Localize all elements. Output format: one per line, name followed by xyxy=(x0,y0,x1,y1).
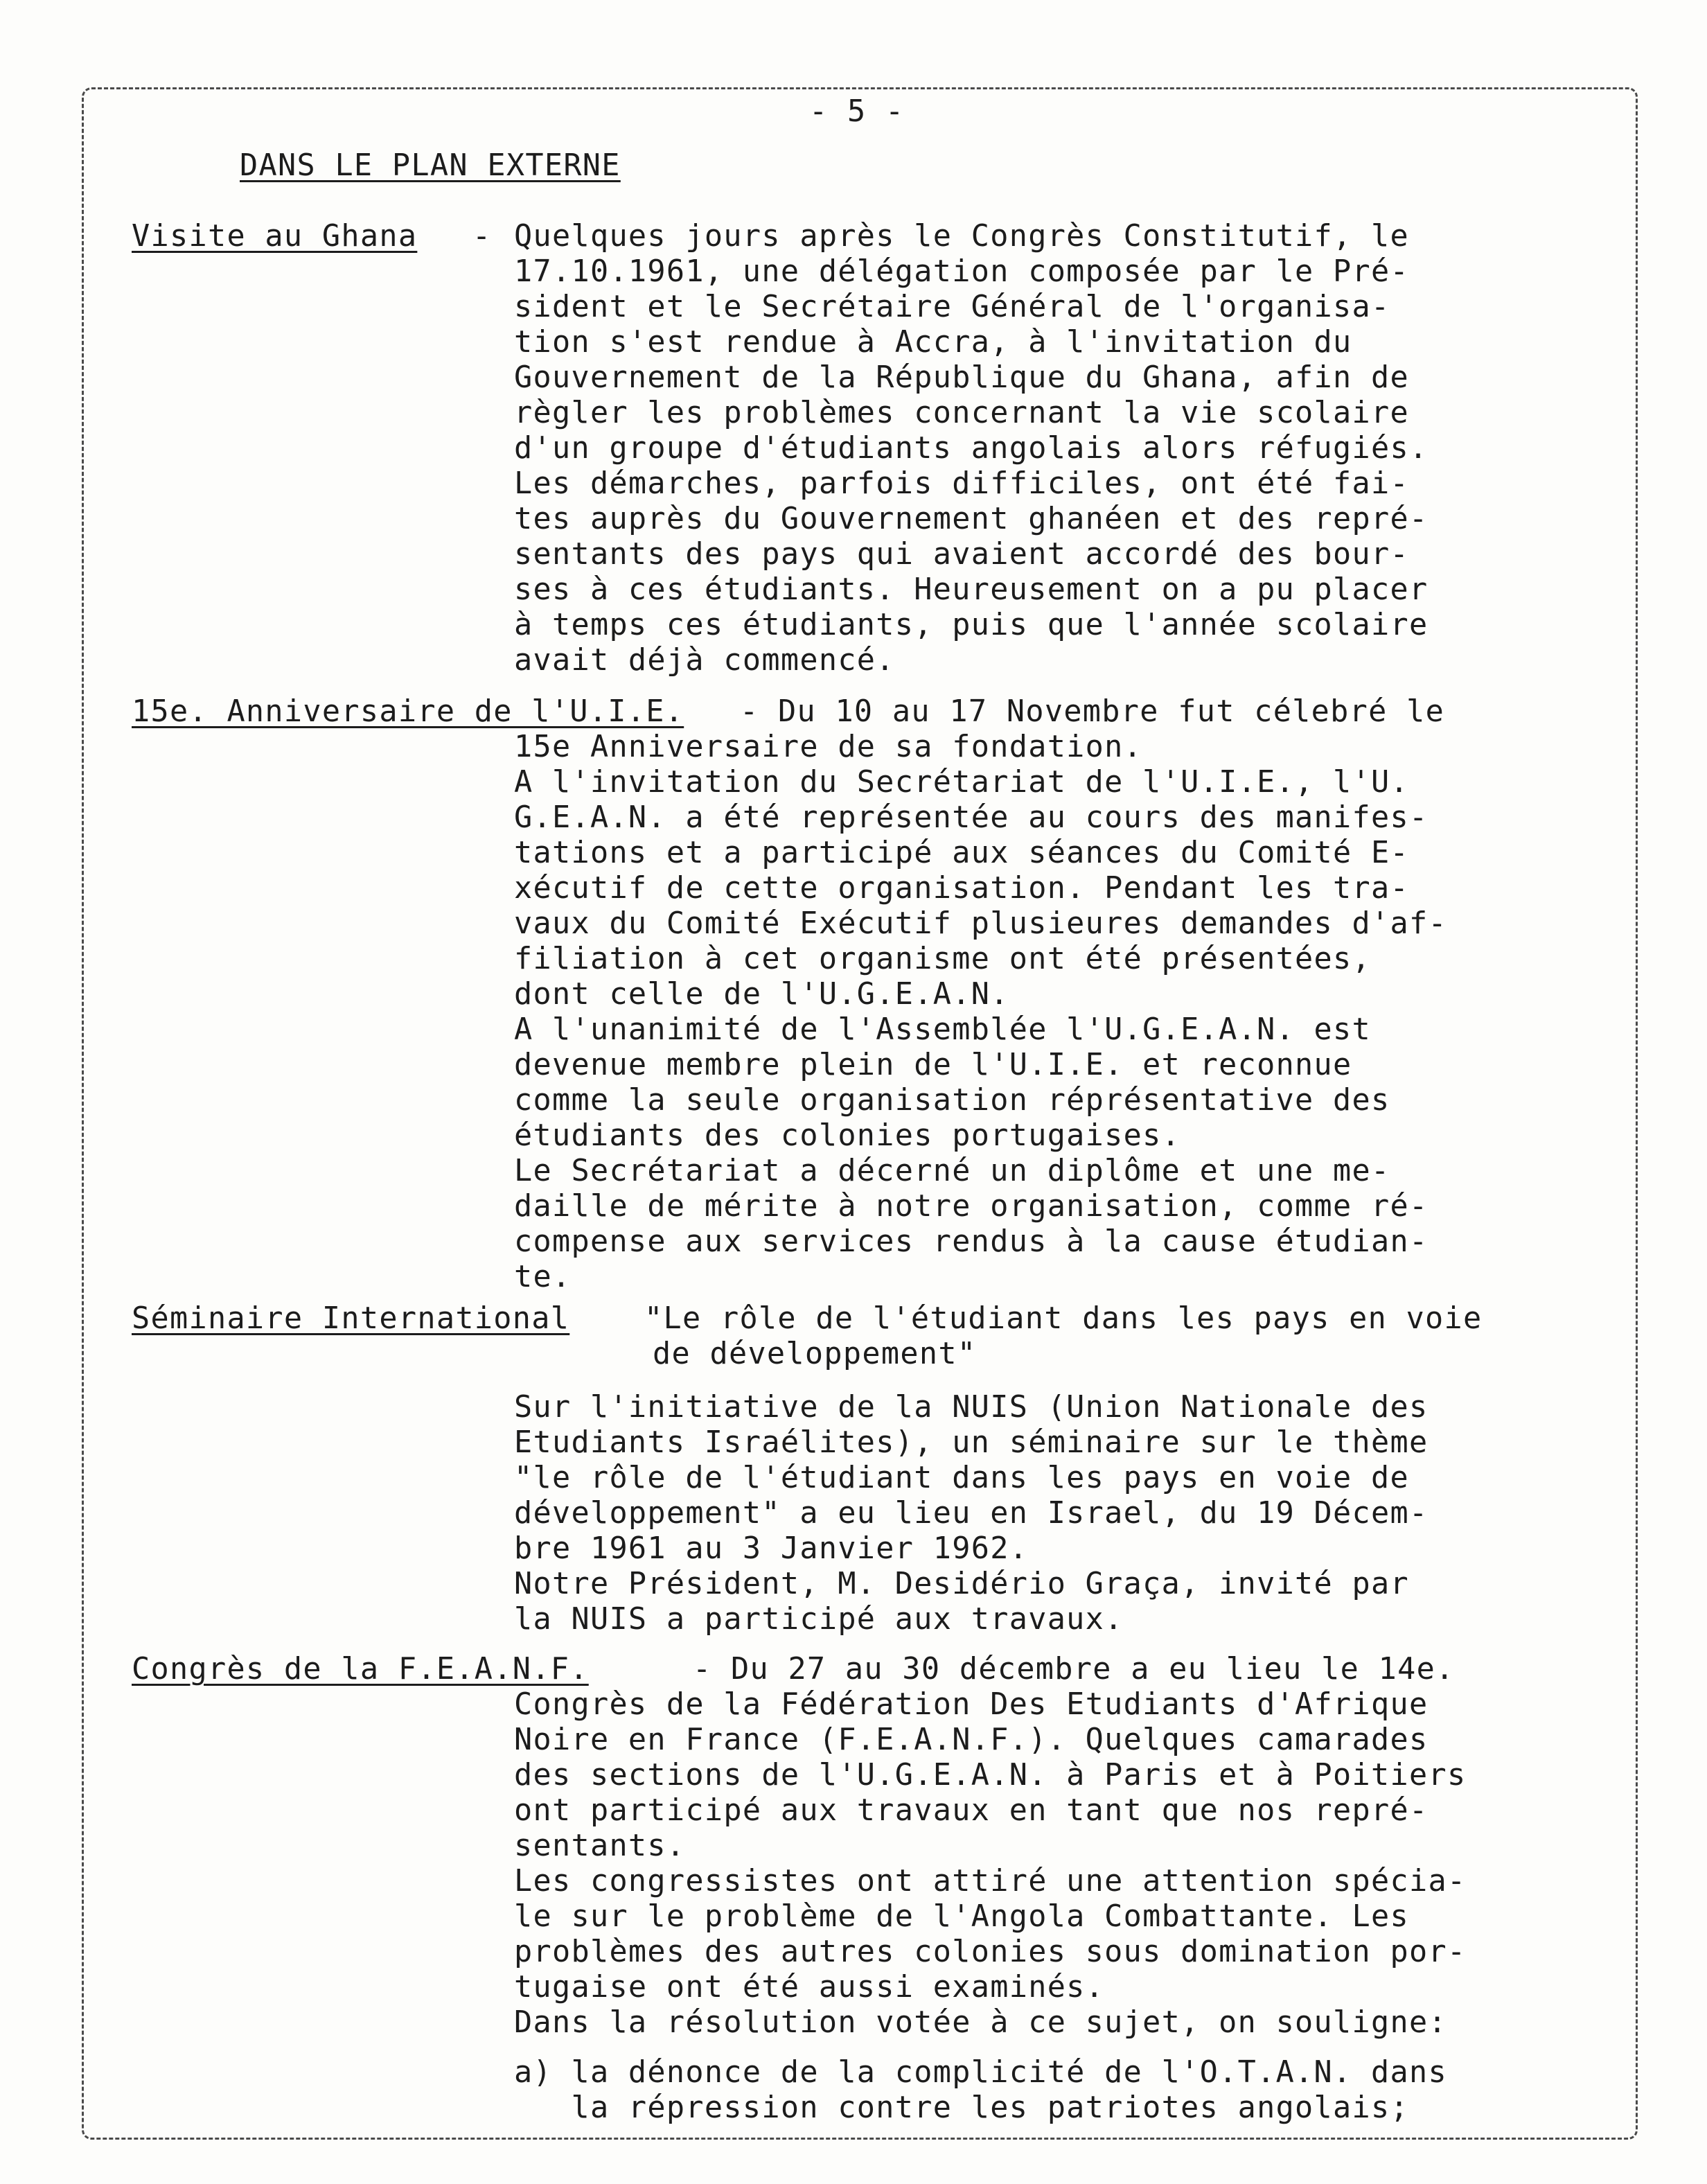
text-line: Dans la résolution votée à ce sujet, on souligne: xyxy=(514,2005,1447,2040)
feanf-lead-text: - Du 27 au 30 décembre a eu lieu le 14e. xyxy=(693,1652,1455,1687)
text-line: bre 1961 au 3 Janvier 1962. xyxy=(514,1531,1029,1566)
text-line: règler les problèmes concernant la vie scolaire xyxy=(514,396,1409,430)
text-line: A l'unanimité de l'Assemblée l'U.G.E.A.N. est xyxy=(514,1012,1372,1047)
label-anniversaire-uie: 15e. Anniversaire de l'U.I.E. xyxy=(132,694,684,729)
text-line: xécutif de cette organisation. Pendant les tra- xyxy=(514,871,1409,906)
text-line: la NUIS a participé aux travaux. xyxy=(514,1602,1124,1637)
text-line: Noire en France (F.E.A.N.F.). Quelques camarades xyxy=(514,1723,1429,1757)
text-line: dont celle de l'U.G.E.A.N. xyxy=(514,977,1009,1012)
text-line: devenue membre plein de l'U.I.E. et reconnue xyxy=(514,1048,1352,1082)
text-line: filiation à cet organisme ont été présentées, xyxy=(514,942,1372,976)
text-line: Les congressistes ont attiré une attention spécia- xyxy=(514,1864,1467,1899)
text-line: a) la dénonce de la complicité de l'O.T.A.N. dans xyxy=(514,2055,1447,2090)
text-line: 17.10.1961, une délégation composée par le Pré- xyxy=(514,254,1409,289)
text-line: Quelques jours après le Congrès Constitutif, le xyxy=(514,219,1409,254)
seminaire-title-line: "Le rôle de l'étudiant dans les pays en voie xyxy=(644,1301,1483,1336)
text-line: G.E.A.N. a été représentée au cours des manifes- xyxy=(514,800,1429,835)
text-line: Sur l'initiative de la NUIS (Union Nationale des xyxy=(514,1390,1429,1425)
text-line: te. xyxy=(514,1260,572,1294)
text-line: le sur le problème de l'Angola Combattante. Les xyxy=(514,1899,1409,1934)
text-line: avait déjà commencé. xyxy=(514,643,895,678)
text-line: comme la seule organisation réprésentative des xyxy=(514,1083,1390,1118)
label-seminaire-international: Séminaire International xyxy=(132,1301,570,1336)
seminaire-title-line: de développement" xyxy=(653,1337,977,1371)
text-line: vaux du Comité Exécutif plusieures demandes d'af- xyxy=(514,906,1447,941)
text-line: Le Secrétariat a décerné un diplôme et une me- xyxy=(514,1154,1390,1188)
text-line: problèmes des autres colonies sous domination por- xyxy=(514,1935,1467,1969)
label-visite-ghana: Visite au Ghana xyxy=(132,219,418,254)
text-line: la répression contre les patriotes angolais; xyxy=(514,2090,1409,2125)
text-line: 15e Anniversaire de sa fondation. xyxy=(514,730,1143,764)
text-line: tes auprès du Gouvernement ghanéen et des repré- xyxy=(514,502,1429,536)
text-line: Congrès de la Fédération Des Etudiants d'Afrique xyxy=(514,1687,1429,1722)
text-line: des sections de l'U.G.E.A.N. à Paris et à Poitiers xyxy=(514,1758,1467,1793)
text-line: A l'invitation du Secrétariat de l'U.I.E., l'U. xyxy=(514,765,1409,800)
text-line: Gouvernement de la République du Ghana, afin de xyxy=(514,360,1409,395)
uie-lead-text: - Du 10 au 17 Novembre fut célebré le xyxy=(740,694,1445,729)
label-dash: - xyxy=(472,219,491,254)
text-line: sident et le Secrétaire Général de l'organisa- xyxy=(514,290,1390,324)
text-line: compense aux services rendus à la cause étudian- xyxy=(514,1224,1429,1259)
text-line: sentants. xyxy=(514,1829,686,1863)
text-line: Les démarches, parfois difficiles, ont été fai- xyxy=(514,466,1409,501)
text-line: "le rôle de l'étudiant dans les pays en voie de xyxy=(514,1461,1409,1495)
text-line: Notre Président, M. Desidério Graça, invité par xyxy=(514,1567,1409,1601)
text-line: développement" a eu lieu en Israel, du 19 Décem- xyxy=(514,1496,1429,1531)
page-number: - 5 - xyxy=(809,94,905,129)
text-line: à temps ces étudiants, puis que l'année scolaire xyxy=(514,608,1429,642)
text-line: d'un groupe d'étudiants angolais alors réfugiés. xyxy=(514,431,1429,466)
label-congres-feanf: Congrès de la F.E.A.N.F. xyxy=(132,1652,589,1687)
text-line: ont participé aux travaux en tant que nos repré- xyxy=(514,1793,1429,1828)
text-line: étudiants des colonies portugaises. xyxy=(514,1118,1181,1153)
text-line: Etudiants Israélites), un séminaire sur le thème xyxy=(514,1425,1429,1460)
text-line: daille de mérite à notre organisation, comme ré- xyxy=(514,1189,1429,1224)
section-heading: DANS LE PLAN EXTERNE xyxy=(240,148,621,183)
text-line: tations et a participé aux séances du Comité E- xyxy=(514,836,1409,870)
text-line: ses à ces étudiants. Heureusement on a pu placer xyxy=(514,572,1429,607)
text-line: sentants des pays qui avaient accordé des bour- xyxy=(514,537,1409,572)
text-line: tugaise ont été aussi examinés. xyxy=(514,1970,1105,2005)
text-line: tion s'est rendue à Accra, à l'invitation du xyxy=(514,325,1352,360)
